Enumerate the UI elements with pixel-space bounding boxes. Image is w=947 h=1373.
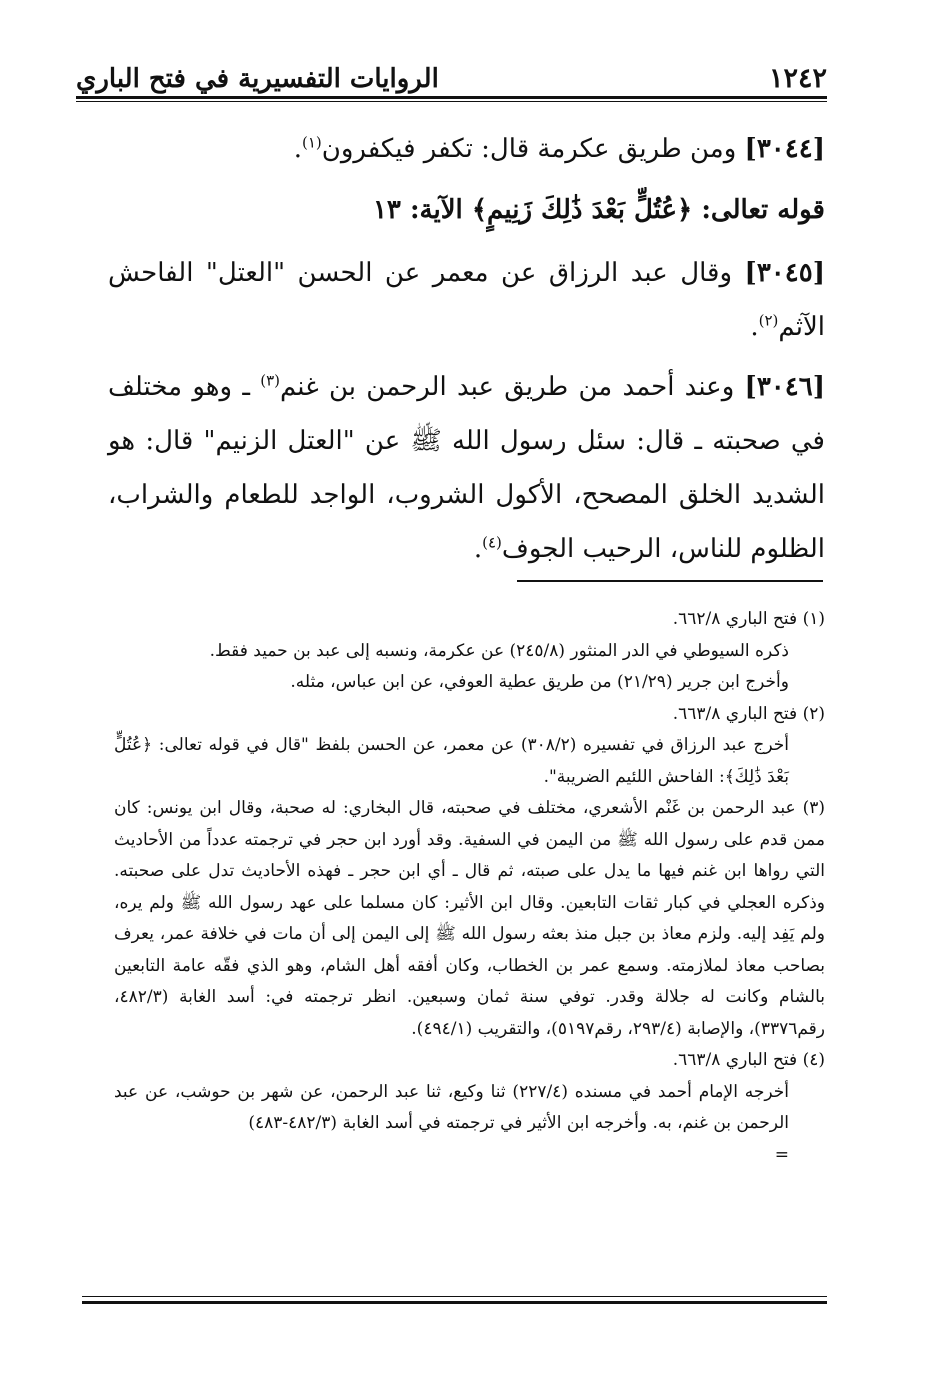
narration-text: وقال عبد الرزاق عن معمر عن الحسن "العتل" الفاحش الآثم: [108, 258, 825, 342]
footer-rule-thick: [82, 1301, 827, 1304]
footnote-4-head: (٤) فتح الباري ٦٦٣/٨.: [672, 1050, 825, 1070]
footnote-1-line: وأخرج ابن جرير (٢١/٢٩) من طريق عطية العوفي، عن ابن عباس، مثله.: [290, 672, 789, 692]
running-title: الروايات التفسيرية في فتح الباري: [76, 64, 439, 94]
footnote-ref[interactable]: (٤): [482, 533, 502, 552]
continuation-mark: =: [774, 1144, 789, 1165]
header-rule-thin: [76, 101, 827, 102]
header-rule-thick: [76, 96, 827, 99]
footer-rule-thin: [82, 1296, 827, 1297]
footnote-ref[interactable]: (٣): [260, 371, 280, 390]
footnote-1-head: (١) فتح الباري ٦٦٢/٨.: [672, 609, 825, 629]
narration-number: [٣٠٤٤]: [744, 134, 825, 164]
narration-3045: [٣٠٤٥] وقال عبد الرزاق عن معمر عن الحسن "العتل" الفاحش الآثم$^{(٢)}$.: [108, 258, 825, 342]
footnote-separator: [517, 580, 823, 582]
narration-text: وعند أحمد من طريق عبد الرحمن بن غنم: [279, 372, 745, 402]
footnote-ref[interactable]: (٢): [758, 311, 779, 330]
narration-text: ومن طريق عكرمة قال: تكفر فيكفرون: [321, 134, 745, 164]
verse-heading: قوله تعالى: ﴿عُتُلٍّ بَعْدَ ذَٰلِكَ زَنِيمٍ﴾ الآية: ١٣: [372, 195, 825, 225]
footnote-4-body: أخرجه الإمام أحمد في مسنده (٢٢٧/٤) ثنا وكيع، ثنا عبد الرحمن، عن شهر بن حوشب، عن عبد الرحمن بن غنم، به. وأخرجه ابن الأثير في ترجمته في أسد الغابة (٤٨٢/٣-٤٨٣) =: [114, 1081, 789, 1165]
page-number: ١٢٤٢: [768, 63, 827, 94]
narration-number: [٣٠٤٥]: [744, 258, 825, 288]
footnote-ref[interactable]: (١): [301, 133, 322, 152]
footnotes: [114, 604, 825, 1171]
narration-3044: [٣٠٤٤] ومن طريق عكرمة قال: تكفر فيكفرون$^{(١)}$.: [293, 133, 825, 164]
main-text: [108, 122, 825, 582]
footnote-2-head: (٢) فتح الباري ٦٦٣/٨.: [672, 703, 825, 724]
footnote-2-body: أخرج عبد الرزاق في تفسيره (٣٠٨/٢) عن معمر، عن الحسن بلفظ "قال في قوله تعالى: ﴿عُتُلٍّ بَعْدَ ذَٰلِكَ﴾: الفاحش اللئيم الضريبة".: [114, 735, 789, 787]
narration-text: ـ وهو مختلف في صحبته ـ قال: سئل رسول الله ﷺ عن "العتل الزنيم" قال: هو الشديد الخلق المصحح، الأكول الشروب، الواجد للطعام والشراب، الظلوم للناس، الرحيب الجوف: [108, 372, 825, 564]
narration-number: [٣٠٤٦]: [744, 372, 826, 402]
footnote-1-line: ذكره السيوطي في الدر المنثور (٢٤٥/٨) عن عكرمة، ونسبه إلى عبد بن حميد فقط.: [209, 640, 789, 661]
page-header: [76, 48, 827, 94]
narration-3046: [٣٠٤٦] وعند أحمد من طريق عبد الرحمن بن غنم$^{(٣)}$ ـ وهو مختلف في صحبته ـ قال: سئل رسول الله ﷺ عن "العتل الزنيم" قال: هو الشديد الخلق المصحح، الأكول الشروب، الواجد للطعام والشراب، الظلوم للناس، الرحيب الجوف$^{(٤)}$.: [108, 371, 826, 564]
footnote-3-body: (٣) عبد الرحمن بن غَنْم الأشعري، مختلف في صحبته، قال البخاري: له صحبة، وقال ابن يونس: كان ممن قدم على رسول الله ﷺ من اليمن في السفية. وقد أورد ابن حجر في ترجمته عدداً من الأحاديث التي رواها ابن غنم فيها ما يدل على صبته، ثم قال ـ أي ابن حجر ـ فهذه الأحاديث تدل على صحبته. وذكره العجلي في كبار ثقات التابعين. وقال ابن الأثير: كان مسلما على عهد رسول الله ﷺ ولم يره، ولم يَفِد إليه. ولزم معاذ بن جبل منذ بعثه رسول الله ﷺ إلى اليمن إلى أن مات في خلافة عمر، يعرف بصاحب معاذ لملازمته. وسمع عمر بن الخطاب، وكان أفقه أهل الشام، وهو الذي فقّه عامة التابعين بالشام وكانت له جلالة وقدر. توفي سنة ثمان وسبعين. انظر ترجمته في: أسد الغابة (٤٨٢/٣، رقم٣٣٧٦)، والإصابة (٢٩٣/٤، رقم٥١٩٧)، والتقريب (٤٩٤/١).: [114, 798, 825, 1039]
